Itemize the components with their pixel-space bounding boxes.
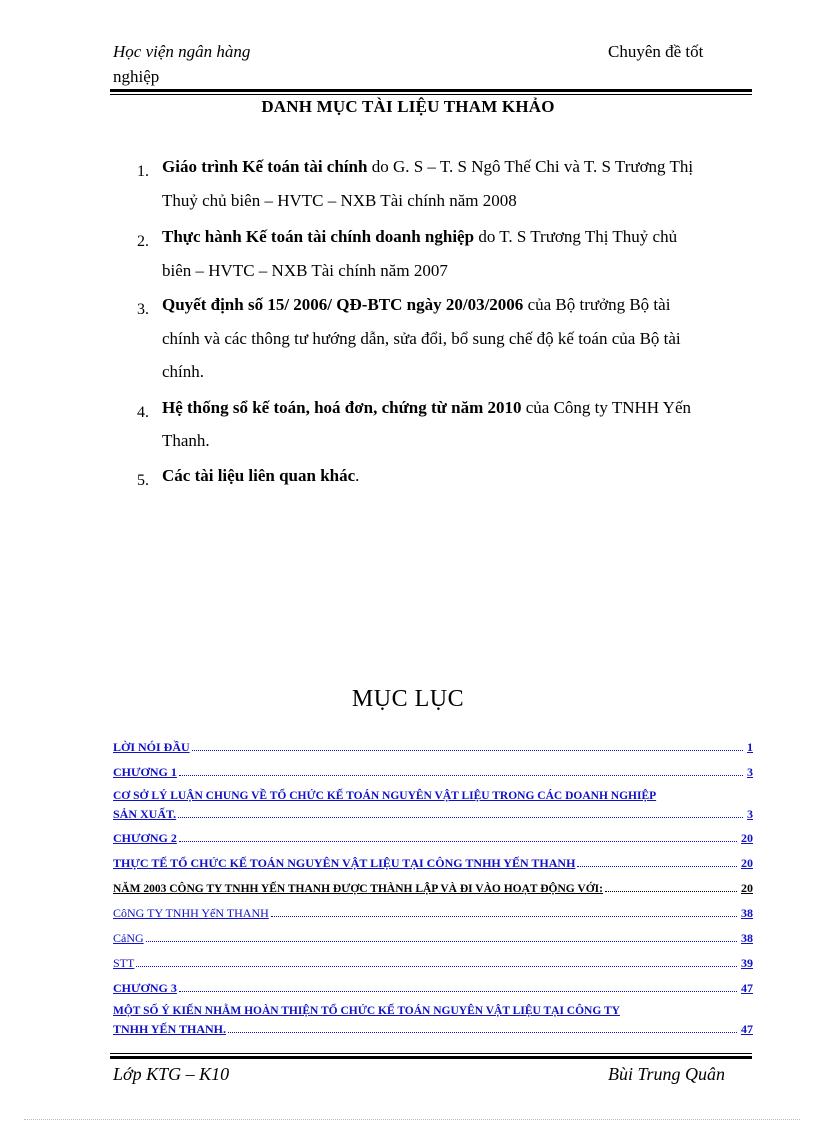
toc-leader — [577, 865, 737, 867]
toc-leader — [192, 749, 743, 751]
header-school: Học viện ngân hàng — [113, 42, 251, 61]
toc-entry-page[interactable]: 38 — [741, 931, 753, 945]
toc-entry-title[interactable]: CHƯƠNG 1 — [113, 765, 177, 779]
reference-line: chính và các thông tư hướng dẫn, sửa đổi, bổ sung chế độ kế toán của Bộ tài — [162, 329, 681, 348]
toc-entry-title-continued[interactable]: TNHH YẾN THANH. — [113, 1022, 227, 1036]
toc-entry-title[interactable]: STT — [113, 956, 135, 970]
reference-line: Thanh. — [162, 431, 210, 450]
references-title: DANH MỤC TÀI LIỆU THAM KHẢO — [261, 97, 555, 116]
reference-number: 2. — [137, 233, 149, 250]
toc-entry-page[interactable]: 20 — [741, 881, 753, 895]
toc-leader — [605, 890, 737, 892]
header-rule-thin — [110, 94, 752, 95]
header-rule-thick — [110, 89, 752, 92]
footer-rule-thin — [110, 1053, 752, 1054]
toc-entry-title[interactable]: CHƯƠNG 2 — [113, 831, 177, 845]
toc-entry-title[interactable]: MỘT SỐ Ý KIẾN NHẰM HOÀN THIỆN TỔ CHỨC KẾ TOÁN NGUYÊN VẬT LIỆU TẠI CÔNG TY — [113, 1005, 620, 1017]
footer-class: Lớp KTG – K10 — [113, 1064, 230, 1084]
toc-leader — [178, 816, 743, 818]
toc-title: MỤC LỤC — [351, 686, 465, 712]
reference-line: biên – HVTC – NXB Tài chính năm 2007 — [162, 261, 448, 280]
toc-entry-page[interactable]: 47 — [741, 1022, 753, 1036]
toc-leader — [146, 940, 737, 942]
toc-entry-title[interactable]: CôNG TY TNHH YếN THANH — [113, 906, 269, 920]
reference-line: Giáo trình Kế toán tài chính do G. S – T. S Ngô Thế Chi và T. S Trương Thị — [162, 157, 694, 176]
toc-entry-page[interactable]: 20 — [741, 856, 753, 870]
toc-entry-title[interactable]: LỜI NÓI ĐẦU — [113, 740, 190, 754]
reference-number: 1. — [137, 163, 149, 180]
toc-entry-page[interactable]: 1 — [747, 740, 753, 754]
reference-line: Thực hành Kế toán tài chính doanh nghiệp do T. S Trương Thị Thuỷ chủ — [162, 227, 678, 246]
reference-line: Quyết định số 15/ 2006/ QĐ-BTC ngày 20/03/2006 của Bộ trưởng Bộ tài — [162, 295, 671, 314]
toc-entry-title[interactable]: THỰC TẾ TỔ CHỨC KẾ TOÁN NGUYÊN VẬT LIỆU TẠI CÔNG TNHH YẾN THANH — [113, 856, 576, 870]
toc-leader — [179, 990, 737, 992]
toc-leader — [179, 840, 737, 842]
toc-leader — [179, 774, 743, 776]
page-edge — [24, 1119, 800, 1120]
toc-entry-page[interactable]: 39 — [741, 956, 753, 970]
toc-entry-title[interactable]: CHƯƠNG 3 — [113, 981, 177, 995]
toc-entry-title[interactable]: NĂM 2003 CÔNG TY TNHH YẾN THANH ĐƯỢC THÀNH LẬP VÀ ĐI VÀO HOẠT ĐỘNG VỚI: — [113, 883, 603, 895]
footer-rule-thick — [110, 1056, 752, 1059]
header-topic: Chuyên đề tốt — [608, 42, 704, 61]
reference-line: Hệ thống sổ kế toán, hoá đơn, chứng từ năm 2010 của Công ty TNHH Yến — [162, 398, 691, 417]
reference-line: chính. — [162, 362, 205, 381]
toc-leader — [136, 965, 737, 967]
toc-entry-page[interactable]: 47 — [741, 981, 753, 995]
reference-number: 5. — [137, 472, 149, 489]
reference-line: Thuỷ chủ biên – HVTC – NXB Tài chính năm 2008 — [162, 191, 517, 210]
toc-entry-title-continued[interactable]: SẢN XUẤT. — [113, 807, 177, 821]
reference-number: 4. — [137, 404, 149, 421]
reference-line: Các tài liệu liên quan khác. — [162, 466, 360, 485]
toc-entry-title[interactable]: CảNG — [113, 931, 144, 945]
toc-leader — [228, 1031, 737, 1033]
header-school-continued: nghiệp — [113, 67, 160, 86]
toc-entry-title[interactable]: CƠ SỞ LÝ LUẬN CHUNG VỀ TỔ CHỨC KẾ TOÁN NGUYÊN VẬT LIỆU TRONG CÁC DOANH NGHIỆP — [113, 790, 657, 802]
toc-entry-page[interactable]: 3 — [747, 765, 753, 779]
toc-entry-page[interactable]: 38 — [741, 906, 753, 920]
toc-entry-page[interactable]: 3 — [747, 807, 753, 821]
footer-author: Bùi Trung Quân — [608, 1064, 726, 1084]
toc-entry-page[interactable]: 20 — [741, 831, 753, 845]
reference-number: 3. — [137, 301, 149, 318]
toc-leader — [271, 915, 737, 917]
